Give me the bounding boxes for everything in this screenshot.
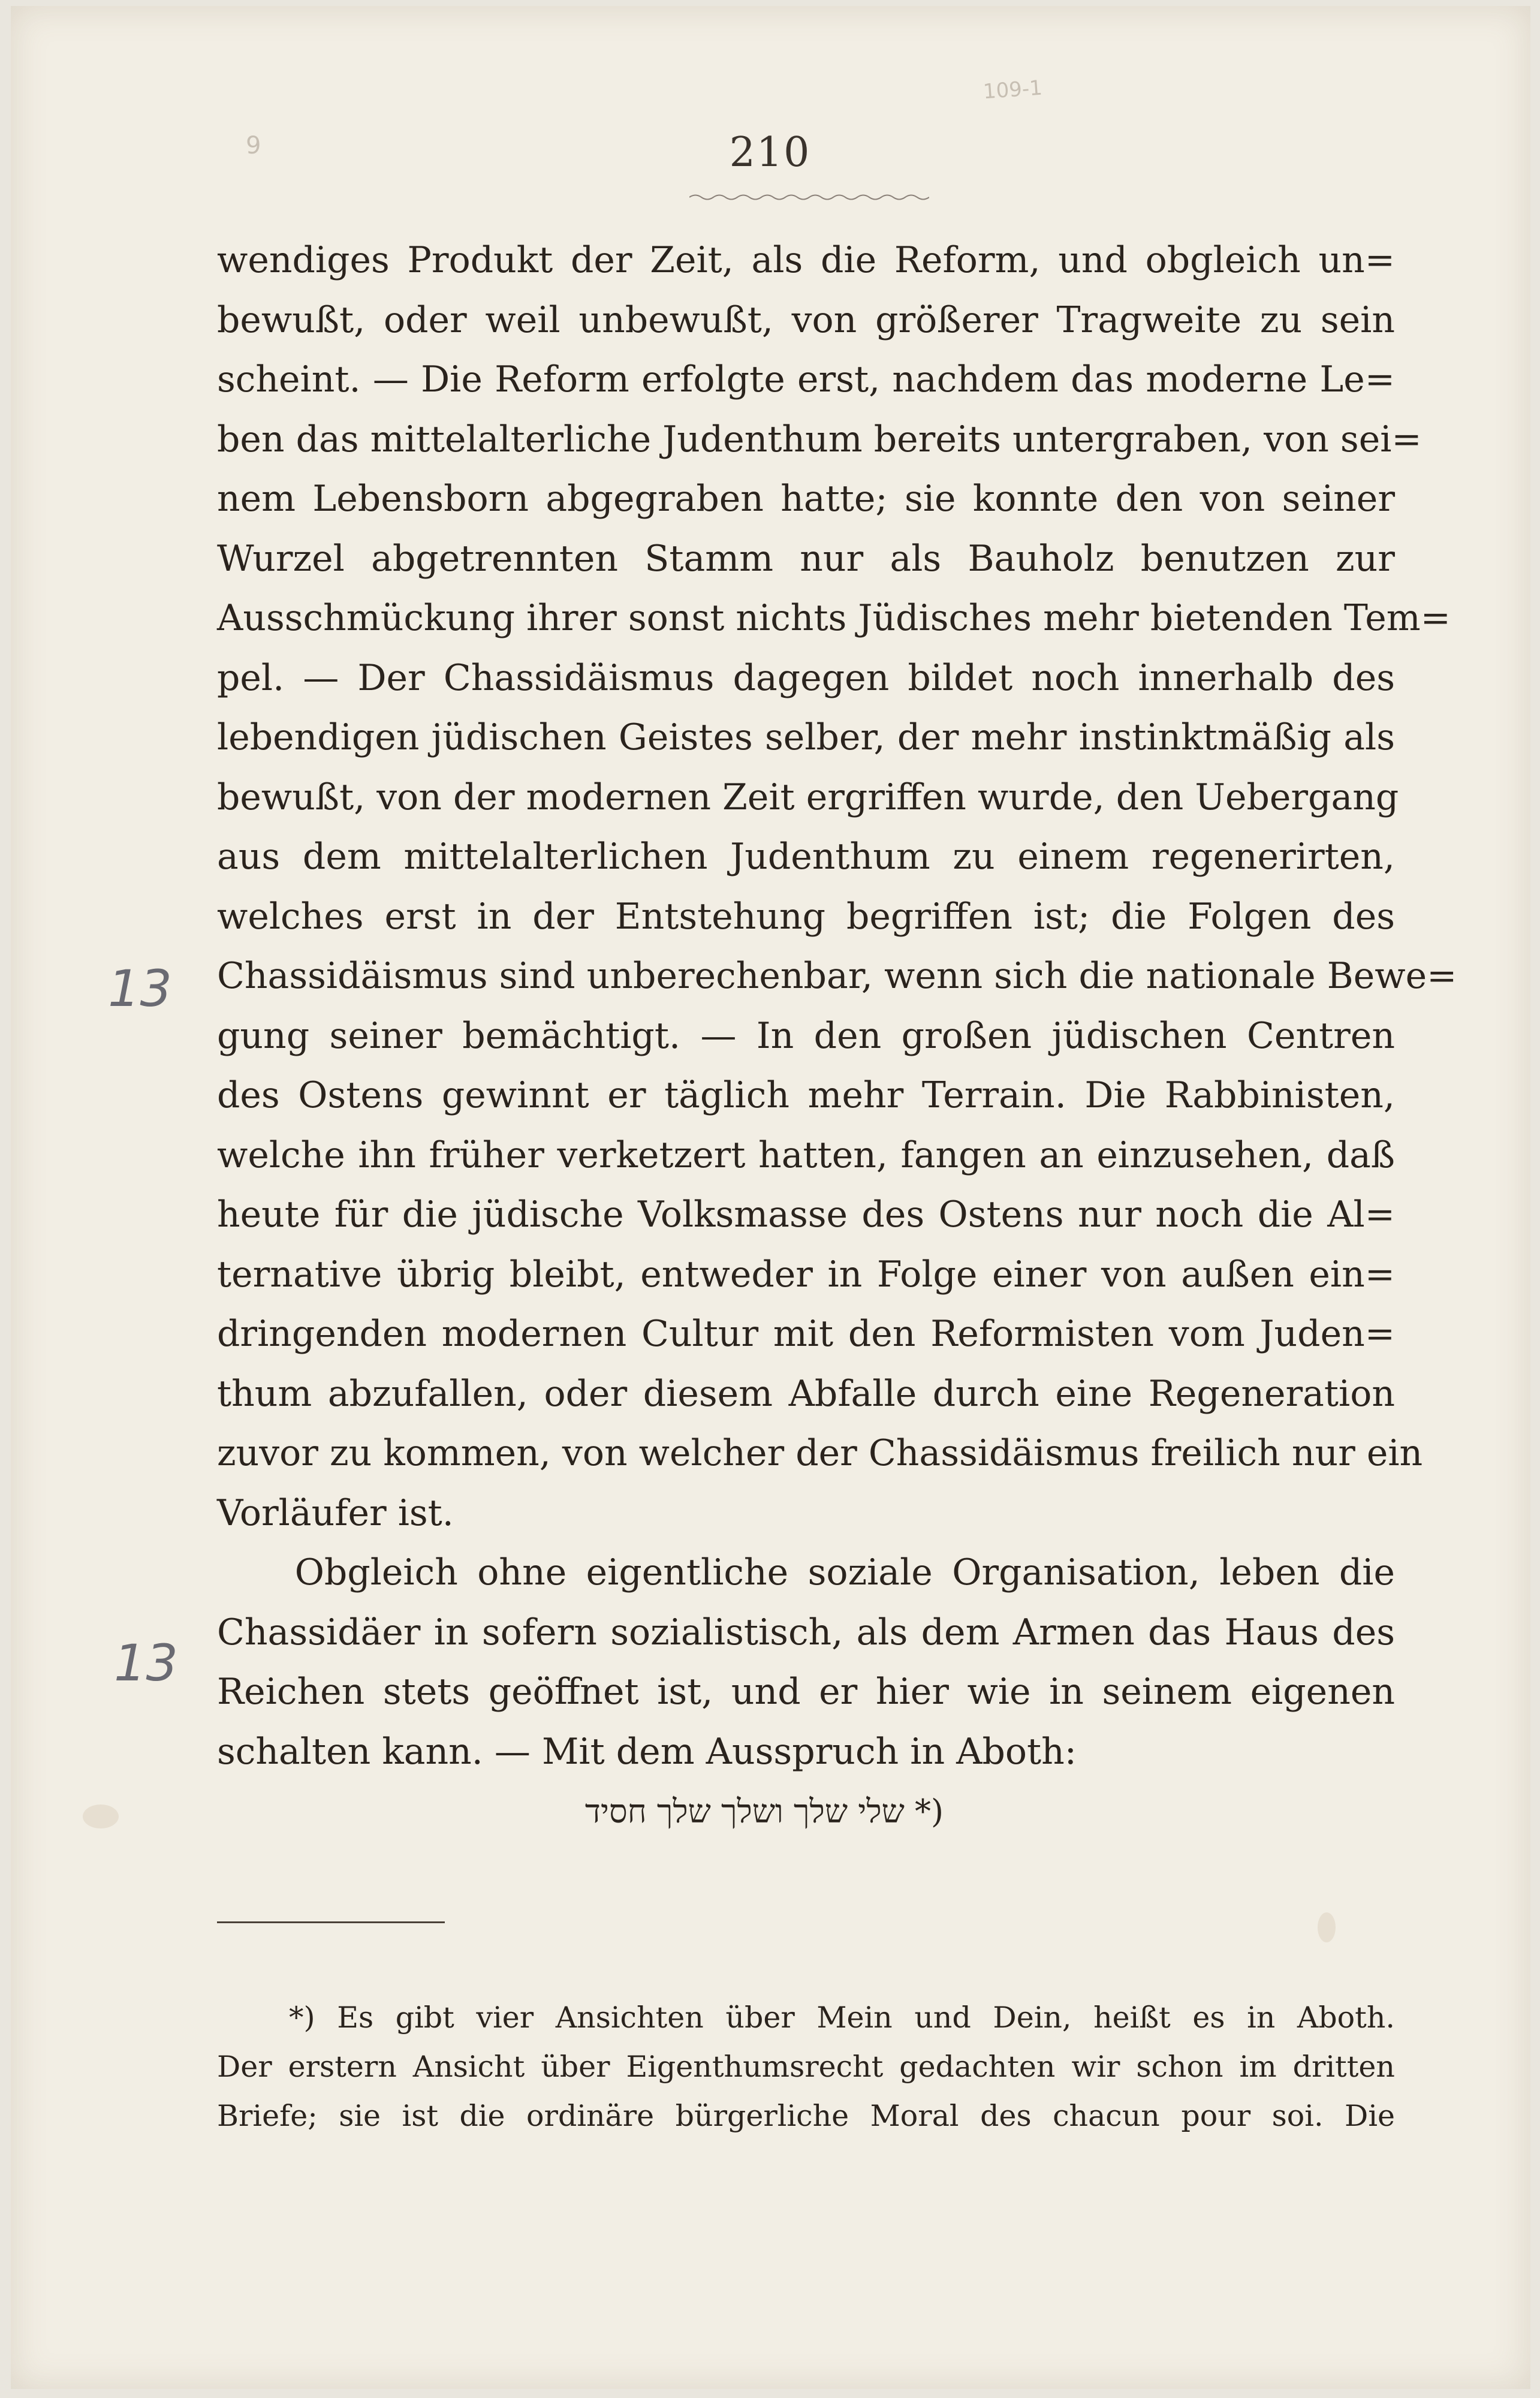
paper-smudge	[83, 1804, 119, 1828]
text-line: scheint. — Die Reform erfolgte erst, nachdem das moderne Le=	[217, 359, 1395, 400]
text-line: lebendigen jüdischen Geistes selber, der mehr instinktmäßig als	[217, 716, 1395, 758]
footnote-line: Briefe; sie ist die ordinäre bürgerliche Moral des chacun pour soi. Die	[217, 2099, 1395, 2133]
text-line: welche ihn früher verketzert hatten, fangen an einzusehen, daß	[217, 1134, 1395, 1176]
footnote-line: *) Es gibt vier Ansichten über Mein und Dein, heißt es in Aboth.	[289, 2001, 1395, 2035]
text-line: Obgleich ohne eigentliche soziale Organisation, leben die	[217, 1552, 1395, 1593]
margin-pencil-note: 13	[108, 959, 172, 1018]
text-line: aus dem mittelalterlichen Judenthum zu einem regenerirten,	[217, 836, 1395, 878]
text-line: pel. — Der Chassidäismus dagegen bildet noch innerhalb des	[217, 656, 1395, 699]
text-line: Ausschmückung ihrer sonst nichts Jüdisches mehr bietenden Tem=	[217, 597, 1451, 639]
text-line: des Ostens gewinnt er täglich mehr Terrain. Die Rabbinisten,	[217, 1074, 1395, 1116]
top-pencil-mark: 109-1	[982, 76, 1044, 104]
text-line: zuvor zu kommen, von welcher der Chassidäismus freilich nur ein	[217, 1432, 1423, 1474]
text-line: schalten kann. — Mit dem Ausspruch in Aboth:	[217, 1730, 1077, 1773]
hebrew-quote: שלי שלך ושלך שלך חסיד *)	[584, 1793, 944, 1830]
paper-smudge	[1318, 1912, 1336, 1942]
text-line: Vorläufer ist.	[217, 1492, 454, 1534]
corner-pencil-mark: 9	[246, 132, 261, 159]
text-line: Chassidäismus sind unberechenbar, wenn sich die nationale Bewe=	[217, 955, 1457, 997]
text-line: welches erst in der Entstehung begriffen ist; die Folgen des	[217, 895, 1395, 938]
footnote-line: Der erstern Ansicht über Eigenthumsrecht gedachten wir schon im dritten	[217, 2050, 1395, 2084]
text-line: bewußt, von der modernen Zeit ergriffen wurde, den Uebergang	[217, 776, 1399, 818]
text-line: wendiges Produkt der Zeit, als die Reform, und obgleich un=	[217, 239, 1395, 281]
margin-pencil-note: 13	[114, 1634, 178, 1692]
text-line: dringenden modernen Cultur mit den Reformisten vom Juden=	[217, 1313, 1395, 1355]
text-line: Wurzel abgetrennten Stamm nur als Bauholz benutzen zur	[217, 537, 1395, 580]
text-line: ben das mittelalterliche Judenthum bereits untergraben, von sei=	[217, 418, 1422, 460]
header-ornament	[689, 193, 929, 201]
text-line: gung seiner bemächtigt. — In den großen jüdischen Centren	[217, 1014, 1395, 1057]
footnote	[217, 1993, 1395, 2141]
page-header	[0, 129, 1540, 176]
footnote-rule	[217, 1921, 445, 1923]
text-line: thum abzufallen, oder diesem Abfalle durch eine Regeneration	[217, 1372, 1395, 1415]
text-line: ternative übrig bleibt, entweder in Folge einer von außen ein=	[217, 1253, 1395, 1296]
text-line: Reichen stets geöffnet ist, und er hier wie in seinem eigenen	[217, 1671, 1395, 1713]
page-number: 210	[729, 129, 811, 176]
text-line: Chassidäer in sofern sozialistisch, als dem Armen das Haus des	[217, 1611, 1395, 1653]
body-text	[217, 231, 1457, 1782]
text-line: bewußt, oder weil unbewußt, von größerer Tragweite zu sein	[217, 299, 1395, 341]
text-line: heute für die jüdische Volksmasse des Ostens nur noch die Al=	[217, 1194, 1395, 1236]
text-line: nem Lebensborn abgegraben hatte; sie konnte den von seiner	[217, 478, 1395, 520]
